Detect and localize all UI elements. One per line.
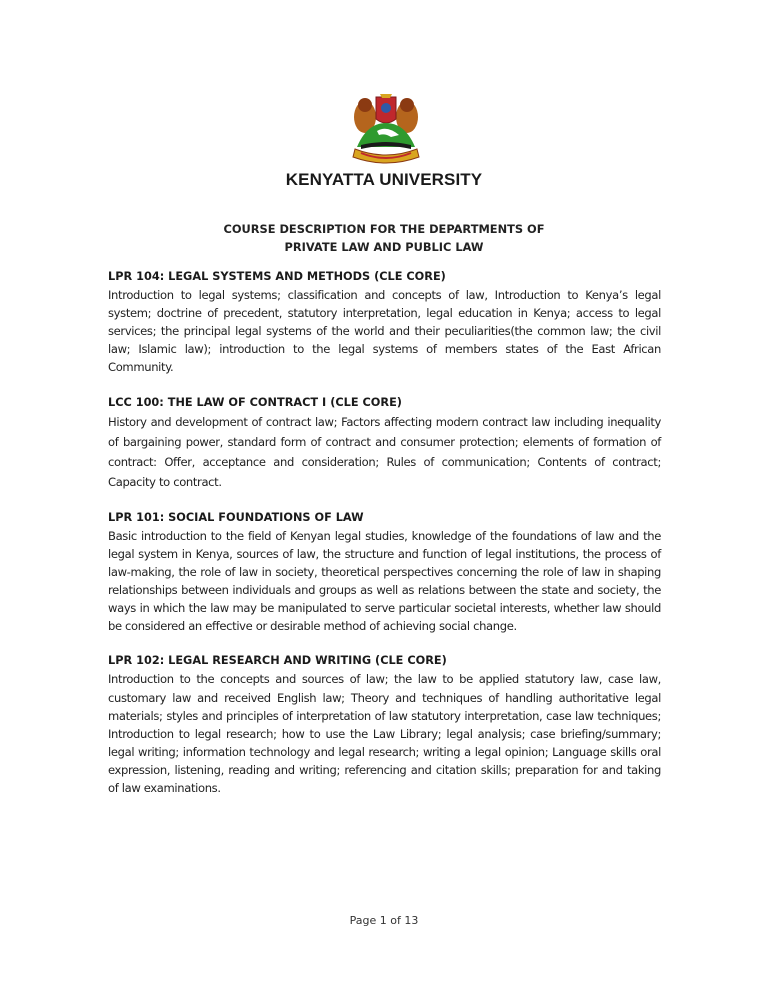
subtitle-line-1: COURSE DESCRIPTION FOR THE DEPARTMENTS OF — [223, 222, 545, 236]
course-description: History and development of contract law; Factors affecting modern contract law including inequality of bargaining power, standard form of contract and consumer protection; elements of formation of contract: Offer, acceptance and consideration; Rules of communication; Contents of contract; Capacity to contract. — [108, 414, 661, 489]
course-description: Basic introduction to the field of Kenyan legal studies, knowledge of the foundations of law and the legal system in Kenya, sources of law, the structure and function of legal institutions, the process of law-making, the role of law in society, theoretical perspectives concerning the role of law in shaping relationships between individuals and groups as well as relations between the state and society, the ways in which the law may be manipulated to serve particular societal interests, whether law should be considered an effective or desirable method of achieving social change. — [108, 528, 661, 634]
course-description: Introduction to legal systems; classification and concepts of law, Introduction to Kenya’s legal system; doctrine of precedent, statutory interpretation, legal education in Kenya; access to legal services; the principal legal systems of the world and their peculiarities(the common law; the civil law; Islamic law); introduction to the legal systems of members states of the East African Community. — [108, 288, 661, 375]
course-section-lpr101 — [108, 509, 661, 636]
document-subtitle — [0, 220, 768, 256]
subtitle-line-2: PRIVATE LAW AND PUBLIC LAW — [284, 240, 484, 254]
course-heading: LCC 100: THE LAW OF CONTRACT I (CLE CORE) — [108, 395, 402, 409]
course-section-lcc100 — [108, 394, 661, 492]
course-heading: LPR 102: LEGAL RESEARCH AND WRITING (CLE CORE) — [108, 654, 447, 668]
course-section-lpr102 — [108, 652, 661, 797]
course-heading: LPR 101: SOCIAL FOUNDATIONS OF LAW — [108, 510, 364, 524]
course-heading: LPR 104: LEGAL SYSTEMS AND METHODS (CLE CORE) — [108, 270, 446, 283]
course-descriptions — [108, 268, 661, 814]
course-section-lpr104 — [108, 268, 661, 377]
university-name: KENYATTA UNIVERSITY — [285, 170, 483, 189]
page-number: Page 1 of 13 — [349, 914, 419, 927]
university-crest-icon — [347, 89, 425, 167]
course-description: Introduction to the concepts and sources of law; the law to be applied statutory law, case law, customary law and received English law; Theory and techniques of handling authoritative legal materials; styles and principles of interpretation of law statutory interpretation, case law techniques; Introduction to legal research; how to use the Law Library; legal analysis; case briefing/summary; legal writing; information technology and legal research; writing a legal opinion; Language skills oral expression, listening, reading and writing; referencing and citation skills; preparation for and taking of law examinations. — [108, 672, 661, 795]
